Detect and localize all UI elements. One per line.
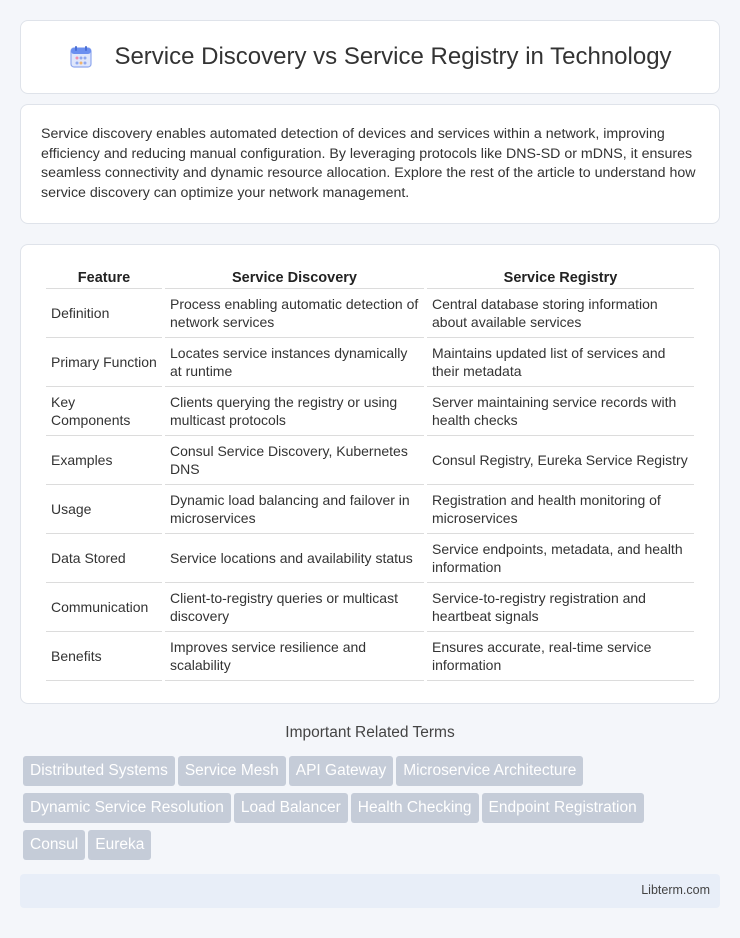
- service-discovery-cell: Clients querying the registry or using multicast protocols: [165, 387, 424, 436]
- related-term-tag[interactable]: API Gateway: [289, 756, 393, 786]
- service-registry-cell: Service endpoints, metadata, and health information: [427, 534, 694, 583]
- footer: [20, 874, 720, 908]
- table-header-row: [46, 265, 694, 289]
- intro-paragraph: Service discovery enables automated detection of devices and services within a network, improving efficiency and reducing manual configuration. By leveraging protocols like DNS-SD or mDNS, it ensures seamless connectivity and dynamic resource allocation. Explore the rest of the article to understand how service discovery can optimize your network management.: [41, 126, 696, 201]
- feature-cell: Communication: [46, 583, 162, 632]
- feature-cell: Benefits: [46, 632, 162, 681]
- service-registry-cell: Service-to-registry registration and heartbeat signals: [427, 583, 694, 632]
- table-row: [46, 485, 694, 534]
- service-registry-cell: Server maintaining service records with health checks: [427, 387, 694, 436]
- service-discovery-cell: Client-to-registry queries or multicast discovery: [165, 583, 424, 632]
- related-term-tag[interactable]: Microservice Architecture: [396, 756, 583, 786]
- header-feature: Feature: [46, 265, 162, 289]
- feature-cell: Definition: [46, 289, 162, 338]
- service-discovery-cell: Improves service resilience and scalability: [165, 632, 424, 681]
- related-term-tag[interactable]: Service Mesh: [178, 756, 286, 786]
- table-row: [46, 289, 694, 338]
- service-registry-cell: Consul Registry, Eureka Service Registry: [427, 436, 694, 485]
- comparison-card: [20, 244, 720, 704]
- related-term-tag[interactable]: Consul: [23, 830, 85, 860]
- table-row: [46, 534, 694, 583]
- table-row: [46, 436, 694, 485]
- service-registry-cell: Maintains updated list of services and their metadata: [427, 338, 694, 387]
- calendar-icon: [68, 44, 94, 70]
- feature-cell: Primary Function: [46, 338, 162, 387]
- related-term-tag[interactable]: Distributed Systems: [23, 756, 175, 786]
- service-discovery-cell: Dynamic load balancing and failover in microservices: [165, 485, 424, 534]
- service-discovery-cell: Locates service instances dynamically at runtime: [165, 338, 424, 387]
- related-term-tag[interactable]: Health Checking: [351, 793, 479, 823]
- related-terms-list: [23, 756, 703, 867]
- service-registry-cell: Registration and health monitoring of microservices: [427, 485, 694, 534]
- comparison-table: [43, 265, 697, 681]
- related-terms-title: Important Related Terms: [285, 724, 455, 741]
- related-term-tag[interactable]: Eureka: [88, 830, 151, 860]
- related-term-tag[interactable]: Dynamic Service Resolution: [23, 793, 231, 823]
- feature-cell: Key Components: [46, 387, 162, 436]
- service-registry-cell: Ensures accurate, real-time service information: [427, 632, 694, 681]
- table-row: [46, 583, 694, 632]
- service-discovery-cell: Consul Service Discovery, Kubernetes DNS: [165, 436, 424, 485]
- feature-cell: Examples: [46, 436, 162, 485]
- service-registry-cell: Central database storing information about available services: [427, 289, 694, 338]
- page-title: Service Discovery vs Service Registry in Technology: [114, 43, 672, 70]
- table-row: [46, 387, 694, 436]
- feature-cell: Data Stored: [46, 534, 162, 583]
- header-service-registry: Service Registry: [427, 265, 694, 289]
- service-discovery-cell: Process enabling automatic detection of network services: [165, 289, 424, 338]
- table-row: [46, 632, 694, 681]
- related-term-tag[interactable]: Endpoint Registration: [482, 793, 644, 823]
- intro-card: [20, 104, 720, 224]
- service-discovery-cell: Service locations and availability status: [165, 534, 424, 583]
- related-term-tag[interactable]: Load Balancer: [234, 793, 348, 823]
- footer-brand: Libterm.com: [641, 883, 710, 897]
- header-service-discovery: Service Discovery: [165, 265, 424, 289]
- feature-cell: Usage: [46, 485, 162, 534]
- title-card: [20, 20, 720, 94]
- table-row: [46, 338, 694, 387]
